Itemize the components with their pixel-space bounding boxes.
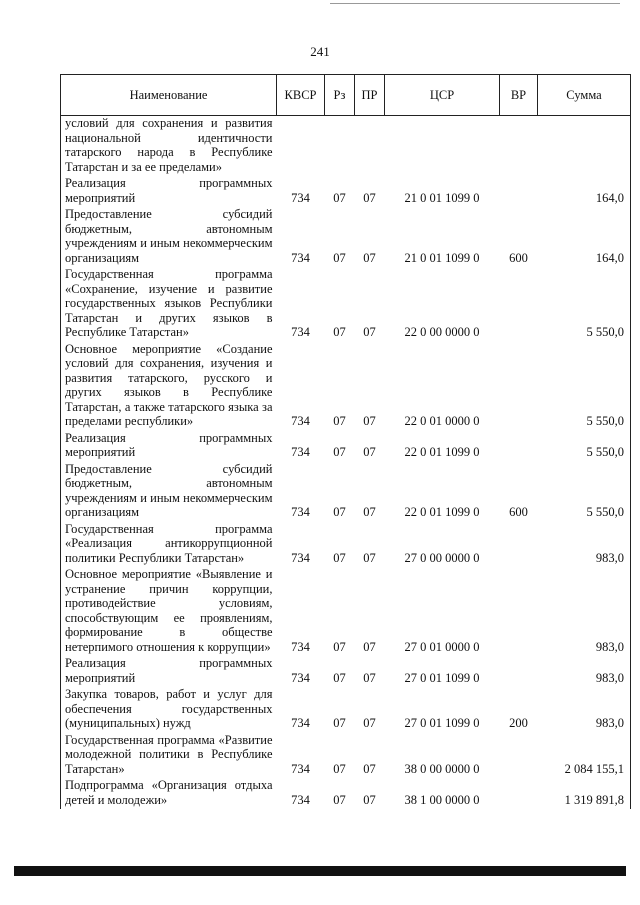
cell-vr [500,267,538,342]
cell-csr: 21 0 01 1099 0 [404,250,480,265]
cell-vr [500,431,538,462]
table-row [61,462,631,522]
cell-csr: 27 0 01 1099 0 [404,716,480,730]
table-row [61,116,631,177]
cell-kvsr: 734 [291,639,310,654]
cell-vr [500,656,538,687]
budget-table [60,74,631,809]
cell-csr: 38 0 00 0000 0 [404,761,480,776]
cell-csr: 27 0 00 0000 0 [404,550,480,565]
cell-rz [325,116,355,177]
cell-name: Реализация программных мероприятий [61,656,277,687]
header-sum: Сумма [538,75,631,116]
cell-name: Основное мероприятие «Создание условий для сохранения, изучения и развития татарского, русского и других языков в Республике Татарстан, а также татарского языка за пределами республики» [61,342,277,431]
cell-pr: 07 [363,670,376,685]
cell-sum: 2 084 155,1 [538,733,631,779]
cell-sum: 5 550,0 [538,462,631,522]
cell-name: условий для сохранения и развития национальной идентичности татарского народа в Республике Татарстан и за ее пределами» [61,116,277,177]
page-number: 241 [310,44,330,59]
header-vr: ВР [500,75,538,116]
table-row [61,778,631,809]
cell-sum: 5 550,0 [538,342,631,431]
cell-sum: 5 550,0 [538,431,631,462]
cell-vr [500,342,538,431]
cell-vr [500,116,538,177]
cell-pr: 07 [363,190,376,205]
cell-kvsr: 734 [291,414,310,428]
cell-pr [355,116,385,177]
cell-rz: 07 [333,250,346,265]
table-row [61,522,631,568]
cell-csr: 27 0 01 0000 0 [404,639,480,654]
cell-kvsr: 734 [291,716,310,730]
cell-vr [500,778,538,809]
cell-vr: 200 [509,716,528,730]
scan-top-line [330,3,620,4]
cell-pr: 07 [363,639,376,654]
cell-pr: 07 [363,761,376,776]
cell-name: Подпрограмма «Организация отдыха детей и молодежи» [61,778,277,809]
cell-vr: 600 [509,250,528,265]
cell-name: Закупка товаров, работ и услуг для обеспечения государственных (муниципальных) нужд [61,687,277,733]
cell-vr [500,567,538,656]
cell-name: Государственная программа «Реализация антикоррупционной политики Республики Татарстан» [61,522,277,568]
cell-name: Предоставление субсидий бюджетным, автономным учреждениям и иным некоммерческим организациям [61,462,277,522]
cell-name: Предоставление субсидий бюджетным, автономным учреждениям и иным некоммерческим организациям [61,207,277,267]
cell-kvsr: 734 [291,190,310,205]
cell-pr: 07 [363,792,376,807]
cell-name: Реализация программных мероприятий [61,176,277,207]
cell-kvsr: 734 [291,505,310,519]
cell-sum: 983,0 [538,687,631,733]
cell-vr [500,522,538,568]
cell-sum: 5 550,0 [538,267,631,342]
table-row [61,656,631,687]
cell-rz: 07 [333,761,346,776]
cell-csr: 22 0 00 0000 0 [404,325,480,339]
cell-sum: 983,0 [538,656,631,687]
header-pr: ПР [355,75,385,116]
cell-kvsr: 734 [291,761,310,776]
budget-table-container [60,74,630,809]
cell-sum: 983,0 [538,522,631,568]
cell-csr: 22 0 01 0000 0 [404,414,480,428]
cell-kvsr: 734 [291,670,310,685]
cell-rz: 07 [333,414,346,428]
cell-csr [385,116,500,177]
table-row [61,687,631,733]
table-body [61,116,631,810]
cell-kvsr [277,116,325,177]
table-row [61,431,631,462]
cell-pr: 07 [363,445,376,459]
cell-pr: 07 [363,505,376,519]
header-csr: ЦСР [385,75,500,116]
cell-name: Реализация программных мероприятий [61,431,277,462]
cell-vr: 600 [509,505,528,519]
table-row [61,207,631,267]
cell-csr: 27 0 01 1099 0 [404,670,480,685]
cell-sum: 164,0 [538,207,631,267]
cell-pr: 07 [363,250,376,265]
cell-sum: 983,0 [538,567,631,656]
cell-vr [500,733,538,779]
cell-vr [500,176,538,207]
table-row [61,176,631,207]
cell-rz: 07 [333,792,346,807]
cell-name: Государственная программа «Развитие молодежной политики в Республике Татарстан» [61,733,277,779]
table-row [61,267,631,342]
cell-kvsr: 734 [291,445,310,459]
cell-pr: 07 [363,550,376,565]
cell-csr: 21 0 01 1099 0 [404,190,480,205]
cell-name: Государственная программа «Сохранение, изучение и развитие государственных языков Республики Татарстан и других языков в Республике Татарстан» [61,267,277,342]
cell-csr: 22 0 01 1099 0 [404,505,480,519]
cell-rz: 07 [333,190,346,205]
cell-kvsr: 734 [291,325,310,339]
table-row [61,342,631,431]
cell-rz: 07 [333,639,346,654]
cell-name: Основное мероприятие «Выявление и устранение причин коррупции, противодействие условиям, способствующим ее проявлениям, формирование в обществе нетерпимого отношения к коррупции» [61,567,277,656]
cell-pr: 07 [363,716,376,730]
cell-kvsr: 734 [291,250,310,265]
cell-csr: 38 1 00 0000 0 [404,792,480,807]
scan-bottom-bar [14,866,626,876]
cell-rz: 07 [333,325,346,339]
cell-kvsr: 734 [291,550,310,565]
cell-sum: 164,0 [538,176,631,207]
cell-rz: 07 [333,670,346,685]
cell-sum [538,116,631,177]
table-header-row [61,75,631,116]
cell-rz: 07 [333,445,346,459]
cell-sum: 1 319 891,8 [538,778,631,809]
cell-rz: 07 [333,505,346,519]
table-row [61,733,631,779]
header-name: Наименование [61,75,277,116]
cell-csr: 22 0 01 1099 0 [404,445,480,459]
table-row [61,567,631,656]
cell-rz: 07 [333,716,346,730]
cell-rz: 07 [333,550,346,565]
header-rz: Рз [325,75,355,116]
cell-pr: 07 [363,414,376,428]
header-kvsr: КВСР [277,75,325,116]
cell-kvsr: 734 [291,792,310,807]
cell-pr: 07 [363,325,376,339]
